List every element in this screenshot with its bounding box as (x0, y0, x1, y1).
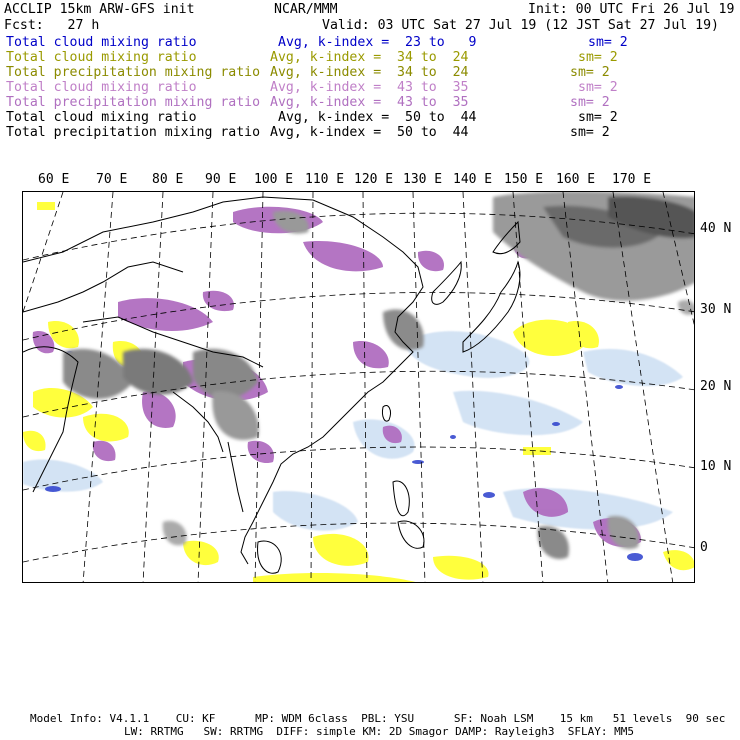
model-info-line1: Model Info: V4.1.1 CU: KF MP: WDM 6class PBL: YSU SF: Noah LSM 15 km 51 levels 90 sec (30, 712, 726, 725)
center-label: NCAR/MMM (274, 2, 338, 17)
lon-label: 80 E (152, 172, 184, 187)
lon-label: 130 E (403, 172, 443, 187)
map-canvas (23, 192, 695, 583)
lon-label: 150 E (504, 172, 544, 187)
legend-avg: Avg, k-index = 34 to 24 (270, 50, 469, 65)
lon-label: 60 E (38, 172, 70, 187)
legend-avg: Avg, k-index = 23 to 9 (278, 35, 477, 50)
lon-label: 90 E (205, 172, 237, 187)
lat-label: 20 N (700, 379, 732, 394)
legend-name: Total precipitation mixing ratio (6, 125, 261, 140)
legend-sm: sm= 2 (570, 95, 610, 110)
lon-label: 70 E (96, 172, 128, 187)
plot-title: ACCLIP 15km ARW-GFS init (4, 2, 195, 17)
legend-sm: sm= 2 (570, 125, 610, 140)
legend-sm: sm= 2 (588, 35, 628, 50)
legend-sm: sm= 2 (578, 110, 618, 125)
lon-label: 160 E (556, 172, 596, 187)
legend-avg: Avg, k-index = 50 to 44 (270, 125, 469, 140)
legend-name: Total cloud mixing ratio (6, 35, 197, 50)
lat-label: 40 N (700, 221, 732, 236)
legend-sm: sm= 2 (578, 50, 618, 65)
lon-label: 100 E (254, 172, 294, 187)
lat-label: 30 N (700, 302, 732, 317)
legend-avg: Avg, k-index = 50 to 44 (278, 110, 477, 125)
legend-sm: sm= 2 (578, 80, 618, 95)
legend-name: Total cloud mixing ratio (6, 80, 197, 95)
forecast-map (22, 191, 695, 583)
valid-time: Valid: 03 UTC Sat 27 Jul 19 (12 JST Sat 27 Jul 19) (322, 18, 719, 33)
lon-label: 120 E (354, 172, 394, 187)
lat-label: 0 (700, 540, 708, 555)
model-info-line2: LW: RRTMG SW: RRTMG DIFF: simple KM: 2D Smagor DAMP: Rayleigh3 SFLAY: MM5 (124, 725, 634, 738)
legend-name: Total precipitation mixing ratio (6, 95, 261, 110)
legend-avg: Avg, k-index = 43 to 35 (270, 80, 469, 95)
legend-name: Total cloud mixing ratio (6, 50, 197, 65)
legend-name: Total cloud mixing ratio (6, 110, 197, 125)
legend-avg: Avg, k-index = 34 to 24 (270, 65, 469, 80)
init-time: Init: 00 UTC Fri 26 Jul 19 (528, 2, 735, 17)
legend-name: Total precipitation mixing ratio (6, 65, 261, 80)
forecast-hour: Fcst: 27 h (4, 18, 100, 33)
lon-label: 110 E (305, 172, 345, 187)
legend-avg: Avg, k-index = 43 to 35 (270, 95, 469, 110)
legend-sm: sm= 2 (570, 65, 610, 80)
lat-label: 10 N (700, 459, 732, 474)
lon-label: 170 E (612, 172, 652, 187)
lon-label: 140 E (453, 172, 493, 187)
